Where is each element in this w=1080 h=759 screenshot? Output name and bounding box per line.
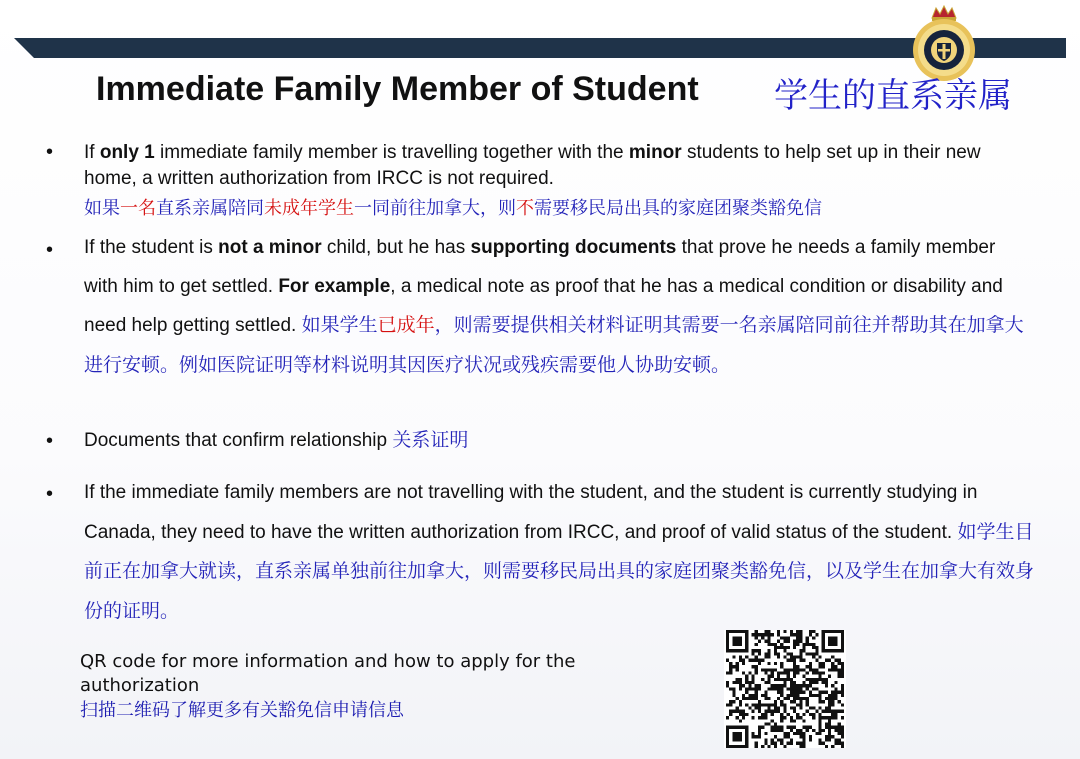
qr-caption [80, 650, 700, 724]
chinese-text: 加拿大，则 [426, 198, 516, 219]
chinese-text: 一同前往 [354, 198, 426, 219]
bullet-marker: • [46, 483, 54, 505]
text-span: If the student is [84, 237, 219, 258]
text-span: , a medical note as proof that he has a medical condition or disability and need help getting settled. [84, 275, 1003, 336]
chinese-text: 关系证明 [392, 429, 469, 451]
bullet-text-cn [84, 192, 1034, 226]
chinese-text: 如果学生 [301, 314, 378, 336]
chinese-text: 如学生目前正在加拿大就读，直系亲属单独前往加拿大，则需要移民局出具的家庭团聚类豁免信，以及学生在加拿大有效身份的证明。 [84, 520, 1035, 622]
bold-text: minor [628, 142, 682, 163]
highlight-text: 一名 [120, 198, 156, 219]
chinese-text: 需要移民局出具的家庭团聚类豁免信 [534, 198, 822, 219]
text-span: Documents that confirm relationship [84, 430, 393, 451]
bullet-marker: • [46, 239, 54, 261]
bullet-text [84, 229, 1034, 385]
bullet-marker: • [46, 141, 54, 163]
text-span: immediate family member is travelling together with the [154, 142, 629, 163]
highlight-text: 已成年 [377, 314, 435, 336]
chinese-text: 如果 [84, 198, 120, 219]
bold-text: supporting documents [470, 237, 677, 258]
text-span: If [84, 142, 100, 163]
title-chinese: 学生的直系亲属 [774, 76, 1012, 116]
bullet-item-not-travelling [84, 474, 1034, 631]
text-span: students to help set up in their new home, a written authorization from IRCC is not required. [84, 142, 981, 189]
qr-caption-english: QR code for more information and how to apply for the authorization [80, 651, 576, 696]
bullet-text-en [84, 140, 1034, 192]
bullet-item-relationship-docs [84, 421, 1034, 460]
highlight-text: 不 [516, 198, 534, 219]
slide-title [96, 68, 1056, 114]
highlight-text: 未成年学生 [264, 198, 354, 219]
title-english: Immediate Family Member of Student [96, 70, 699, 108]
bold-text: For example [278, 275, 391, 297]
chinese-text: ，则需要提供相关材料证明其需要一名亲属陪同前往并帮助其在加拿大进行安顿。例如医院证明等材料说明其因医疗状况或残疾需要他人协助安顿。 [84, 314, 1024, 376]
text-span: child, but he has [321, 237, 471, 258]
text-span: If the immediate family members are not travelling with the student, and the student is currently studying in Canada, they need to have the written authorization from IRCC, and proof of valid status of the student. [84, 482, 978, 543]
qr-code-icon[interactable] [724, 630, 846, 748]
bold-text: only 1 [99, 142, 155, 163]
qr-caption-chinese: 扫描二维码了解更多有关豁免信申请信息 [80, 700, 404, 721]
bullet-marker: • [46, 430, 54, 452]
text-span: that prove he needs a family member with him to get settled. [84, 237, 996, 297]
chinese-text: 直系亲属陪同 [156, 198, 264, 219]
bullet-text [84, 474, 1034, 631]
bold-text: not a minor [218, 237, 322, 258]
bullet-item-only-one-member [84, 140, 1034, 226]
bullet-item-not-minor [84, 229, 1034, 385]
bullet-text [84, 421, 1034, 460]
